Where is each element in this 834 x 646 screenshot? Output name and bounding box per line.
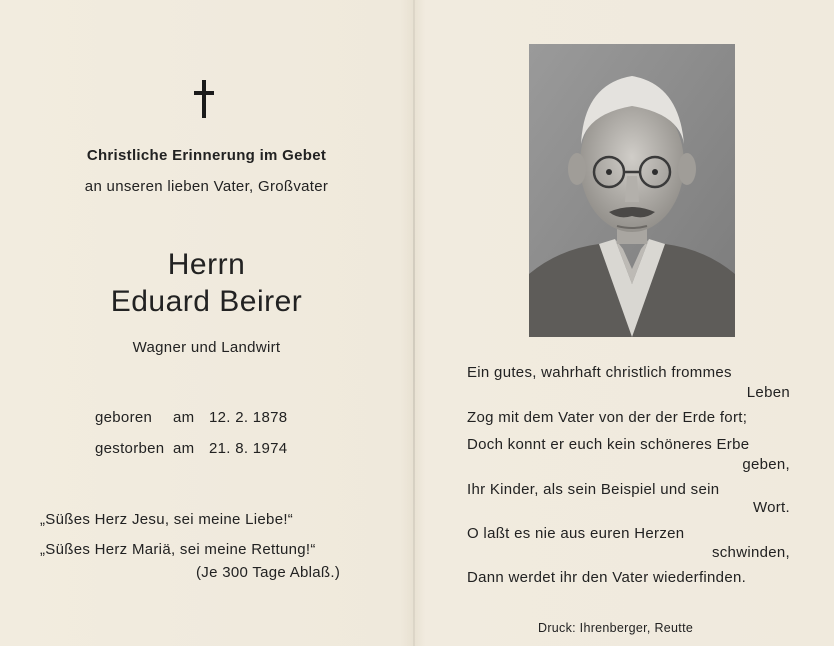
- prayer-line: „Süßes Herz Mariä, sei meine Rettung!“: [40, 541, 316, 558]
- birth-label: geboren: [95, 409, 153, 426]
- left-panel: [0, 0, 413, 646]
- verse-line: Doch konnt er euch kein schöneres Erbe: [467, 436, 750, 453]
- indulgence-note: (Je 300 Tage Ablaß.): [196, 564, 341, 581]
- verse-line: Dann werdet ihr den Vater wiederfinden.: [467, 569, 747, 586]
- verse-line: Ein gutes, wahrhaft christlich frommes: [467, 364, 732, 381]
- cross-icon: [194, 80, 214, 118]
- verse-line: Ihr Kinder, als sein Beispiel und sein: [467, 481, 720, 498]
- subheading: an unseren lieben Vater, Großvater: [84, 178, 329, 195]
- portrait-photo: [529, 44, 735, 337]
- printer-credit: Druck: Ihrenberger, Reutte: [538, 621, 694, 635]
- card-fold: [413, 0, 415, 646]
- verse-line: Leben: [746, 384, 790, 401]
- birth-am: am: [173, 409, 195, 426]
- birth-date: 12. 2. 1878: [209, 409, 288, 426]
- birth-line: [95, 409, 287, 426]
- death-label: gestorben: [95, 440, 165, 457]
- verse-line: geben,: [742, 456, 790, 473]
- verse-line: O laßt es nie aus euren Herzen: [467, 525, 685, 542]
- death-am: am: [173, 440, 195, 457]
- verse-line: Wort.: [752, 499, 790, 516]
- prayer-line: „Süßes Herz Jesu, sei meine Liebe!“: [40, 511, 294, 528]
- verse-line: Zog mit dem Vater von der der Erde fort;: [467, 409, 748, 426]
- verse-line: schwinden,: [711, 544, 790, 561]
- honorific: Herrn: [167, 248, 246, 281]
- death-line: [95, 440, 287, 457]
- deceased-name: Eduard Beirer: [110, 285, 303, 318]
- occupation: Wagner und Landwirt: [132, 339, 281, 356]
- heading: Christliche Erinnerung im Gebet: [86, 147, 327, 164]
- death-date: 21. 8. 1974: [209, 440, 288, 457]
